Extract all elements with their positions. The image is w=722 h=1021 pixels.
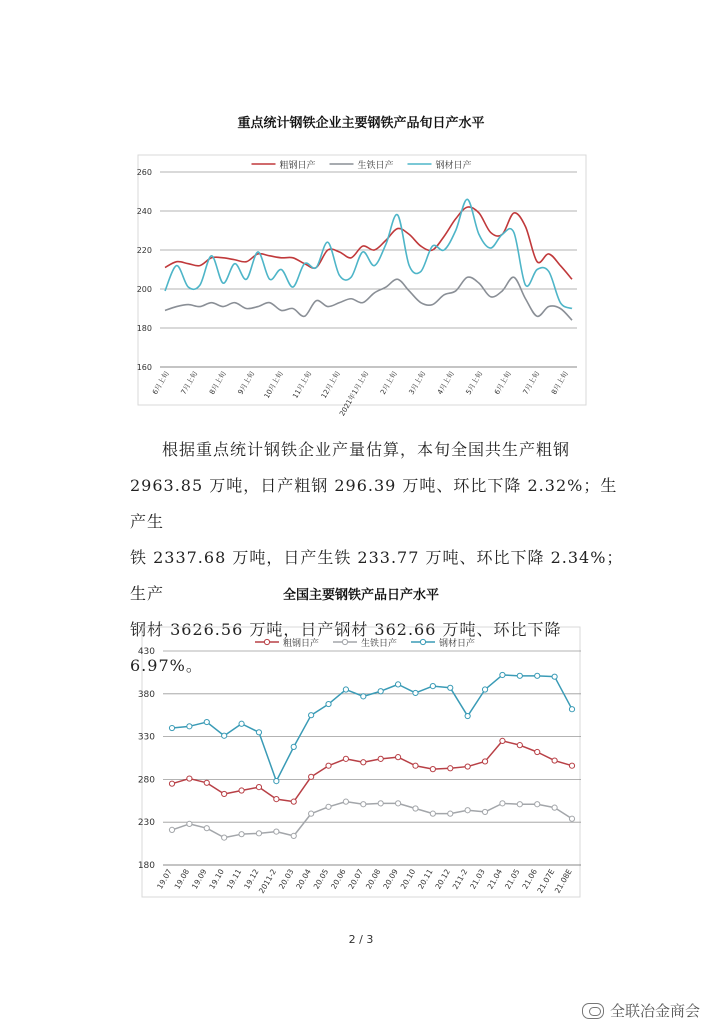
data-point (343, 687, 348, 692)
x-tick-label: 2月上旬 (379, 370, 399, 397)
x-tick-label: 21.05 (503, 867, 522, 891)
x-tick-label: 20.07 (346, 867, 366, 891)
x-tick-label: 7月上旬 (179, 370, 200, 397)
x-tick-label: 20.03 (276, 867, 296, 891)
x-tick-label: 19.12 (242, 867, 261, 891)
data-point (169, 827, 174, 832)
data-point (535, 749, 540, 754)
chart1-title: 重点统计钢铁企业主要钢铁产品旬日产水平 (237, 116, 485, 131)
data-point (326, 701, 331, 706)
legend-label: 钢材日产 (439, 639, 476, 649)
x-tick-label: 5月上旬 (464, 370, 485, 397)
x-tick-label: 20.11 (416, 867, 435, 891)
paragraph-line-2: 2963.85 万吨，日产粗钢 296.39 万吨、环比下降 2.32%；生产生 (130, 476, 618, 531)
y-tick-label: 180 (137, 861, 155, 871)
y-tick-label: 230 (137, 818, 155, 829)
series-line-3 (172, 675, 572, 781)
x-tick-label: 11月上旬 (291, 370, 314, 400)
data-point (361, 694, 366, 699)
series-line-1 (172, 741, 572, 802)
data-point (239, 788, 244, 793)
data-point (465, 808, 470, 813)
x-tick-label: 12月上旬 (319, 370, 342, 400)
paragraph-line-1: 根据重点统计钢铁企业产量估算，本旬全国共生产粗钢 (162, 440, 571, 459)
data-point (395, 682, 400, 687)
paragraph-line-4: 钢材 3626.56 万吨，日产钢材 362.66 万吨、环比下降 6.97%。 (130, 620, 562, 675)
data-point (482, 759, 487, 764)
data-point (309, 713, 314, 718)
data-point (552, 805, 557, 810)
paragraph-line-3: 铁 2337.68 万吨，日产生铁 233.77 万吨、环比下降 2.34%；生产 (130, 548, 624, 603)
data-point (274, 829, 279, 834)
legend-label: 粗钢日产 (279, 161, 316, 171)
data-point (430, 767, 435, 772)
data-point (222, 733, 227, 738)
data-point (256, 831, 261, 836)
x-tick-label: 3月上旬 (407, 370, 428, 397)
y-tick-label: 260 (136, 168, 152, 177)
data-point (413, 763, 418, 768)
y-tick-label: 200 (136, 285, 152, 294)
legend-marker (420, 639, 425, 644)
data-point (378, 756, 383, 761)
x-tick-label: 19.10 (207, 867, 226, 891)
data-point (430, 683, 435, 688)
data-point (552, 758, 557, 763)
data-point (169, 725, 174, 730)
data-point (291, 744, 296, 749)
data-point (569, 763, 574, 768)
data-point (517, 802, 522, 807)
x-tick-label: 20.09 (381, 867, 400, 891)
legend-label: 生铁日产 (357, 161, 394, 171)
data-point (378, 801, 383, 806)
wechat-icon (582, 1003, 604, 1019)
x-tick-label: 19.09 (189, 867, 209, 891)
legend-marker (264, 639, 269, 644)
data-point (239, 721, 244, 726)
x-tick-label: 21.08E (552, 867, 574, 895)
data-point (413, 690, 418, 695)
data-point (326, 804, 331, 809)
x-tick-label: 21.04 (485, 867, 505, 891)
data-point (274, 779, 279, 784)
data-point (378, 689, 383, 694)
x-tick-label: 20.12 (433, 867, 452, 891)
page-number: 2 / 3 (348, 933, 374, 946)
y-tick-label: 160 (136, 363, 152, 372)
data-point (204, 719, 209, 724)
data-point (256, 785, 261, 790)
y-tick-label: 220 (136, 246, 152, 255)
legend-label: 粗钢日产 (283, 639, 320, 649)
data-point (239, 832, 244, 837)
data-point (482, 687, 487, 692)
x-tick-label: 21.06 (520, 867, 539, 891)
x-tick-label: 8月上旬 (208, 370, 228, 397)
legend-label: 钢材日产 (435, 161, 472, 171)
watermark (582, 1000, 700, 1021)
chart2-title: 全国主要钢铁产品日产水平 (282, 588, 439, 603)
data-point (256, 730, 261, 735)
data-point (413, 806, 418, 811)
x-tick-label: 20.08 (363, 867, 383, 891)
data-point (500, 738, 505, 743)
y-tick-label: 430 (137, 647, 155, 657)
series-line-2 (172, 802, 572, 838)
data-point (465, 764, 470, 769)
data-point (222, 835, 227, 840)
y-tick-label: 240 (136, 207, 152, 216)
data-point (309, 774, 314, 779)
y-tick-label: 280 (137, 775, 155, 786)
x-tick-label: 9月上旬 (236, 370, 257, 397)
data-point (430, 811, 435, 816)
data-point (448, 766, 453, 771)
data-point (187, 724, 192, 729)
x-tick-label: 20.04 (294, 867, 313, 891)
data-point (448, 685, 453, 690)
legend-label: 生铁日产 (361, 639, 398, 649)
x-tick-label: 7月上旬 (521, 370, 542, 397)
x-tick-label: 19.07 (155, 867, 174, 891)
data-point (395, 801, 400, 806)
data-point (343, 799, 348, 804)
data-point (517, 673, 522, 678)
data-point (535, 673, 540, 678)
data-point (395, 755, 400, 760)
data-point (222, 791, 227, 796)
x-tick-label: 20.10 (398, 867, 418, 891)
data-point (448, 811, 453, 816)
data-point (569, 816, 574, 821)
data-point (361, 802, 366, 807)
data-point (274, 796, 279, 801)
x-tick-label: 10月上旬 (262, 370, 285, 400)
y-tick-label: 380 (137, 689, 155, 700)
watermark-text: 全联冶金商会 (609, 1002, 700, 1020)
data-point (569, 707, 574, 712)
data-point (169, 781, 174, 786)
x-tick-label: 21.03 (468, 867, 487, 891)
legend-marker (342, 639, 347, 644)
data-point (517, 743, 522, 748)
data-point (500, 801, 505, 806)
data-point (187, 821, 192, 826)
x-tick-label: 211-2 (450, 867, 470, 891)
x-tick-label: 20.06 (329, 867, 348, 891)
data-point (309, 811, 314, 816)
data-point (361, 760, 366, 765)
data-point (326, 763, 331, 768)
x-tick-label: 19.11 (224, 867, 244, 891)
x-tick-label: 2021年1月上旬 (338, 370, 371, 418)
data-point (291, 833, 296, 838)
y-tick-label: 330 (137, 732, 155, 743)
data-point (204, 826, 209, 831)
x-tick-label: 6月上旬 (151, 370, 171, 397)
data-point (500, 672, 505, 677)
data-point (291, 799, 296, 804)
x-tick-label: 21.07E (535, 867, 557, 895)
data-point (465, 713, 470, 718)
data-point (482, 809, 487, 814)
x-tick-label: 4月上旬 (436, 370, 456, 397)
x-tick-label: 2011-2 (256, 867, 279, 896)
data-point (552, 674, 557, 679)
data-point (535, 802, 540, 807)
x-tick-label: 8月上旬 (550, 370, 570, 397)
y-tick-label: 180 (136, 324, 152, 333)
data-point (204, 780, 209, 785)
x-tick-label: 6月上旬 (493, 370, 513, 397)
x-tick-label: 19.08 (172, 867, 192, 891)
data-point (187, 776, 192, 781)
x-tick-label: 20.05 (311, 867, 331, 891)
data-point (343, 756, 348, 761)
